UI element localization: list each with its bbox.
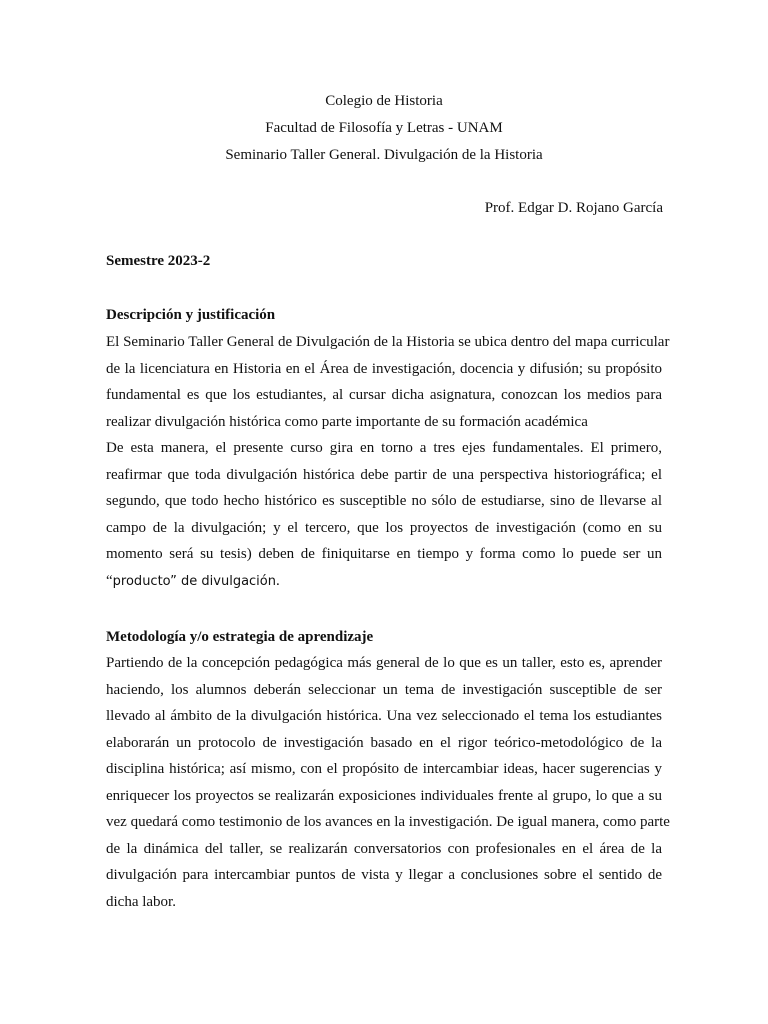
paragraph-line: realizar divulgación histórica como parte importante de su formación académica <box>106 413 588 430</box>
header-faculty: Facultad de Filosofía y Letras - UNAM <box>265 120 503 136</box>
paragraph-line: El Seminario Taller General de Divulgación de la Historia se ubica dentro del mapa curricular <box>106 334 670 350</box>
paragraph-line: campo de la divulgación; y el tercero, que los proyectos de investigación (como en su <box>106 519 662 536</box>
paragraph-line: elaborarán un protocolo de investigación basado en el rigor teórico-metodológico de la <box>106 734 662 751</box>
paragraph-line: reafirmar que toda divulgación histórica debe partir de una perspectiva historiográfica; el <box>106 466 662 483</box>
paragraph-description <box>106 329 670 594</box>
paragraph-line: enriquecer los proyectos se realizarán exposiciones individuales frente al grupo, lo que a su <box>106 787 662 804</box>
professor-name: Prof. Edgar D. Rojano García <box>484 200 663 216</box>
header-institution: Colegio de Historia <box>325 93 443 109</box>
paragraph-line: dicha labor. <box>106 893 176 910</box>
section-heading-methodology: Metodología y/o estrategia de aprendizaje <box>106 629 374 645</box>
paragraph-line: de la licenciatura en Historia en el Área de investigación, docencia y difusión; su propósito <box>106 360 662 377</box>
paragraph-line: fundamental es que los estudiantes, al cursar dicha asignatura, conozcan los medios para <box>106 387 662 403</box>
header-course-title: Seminario Taller General. Divulgación de la Historia <box>225 147 543 163</box>
paragraph-line: llevado al ámbito de la divulgación histórica. Una vez seleccionado el tema los estudiantes <box>106 708 662 724</box>
paragraph-line: haciendo, los alumnos deberán seleccionar un tema de investigación susceptible de ser <box>106 681 662 698</box>
paragraph-line: momento será su tesis) deben de finiquitarse en tiempo y forma como lo puede ser un <box>106 546 662 562</box>
paragraph-line: divulgación para intercambiar puntos de vista y llegar a conclusiones sobre el sentido de <box>106 867 662 883</box>
paragraph-line: de la dinámica del taller, se realizarán conversatorios con profesionales en el área de la <box>106 840 662 857</box>
paragraph-line-final <box>106 568 662 595</box>
paragraph-line: segundo, que todo hecho histórico es susceptible no sólo de estudiarse, sino de llevarse al <box>106 493 662 509</box>
paragraph-line: disciplina histórica; así mismo, con el propósito de intercambiar ideas, hacer sugerencias y <box>106 761 662 777</box>
paragraph-line: vez quedará como testimonio de los avances en la investigación. De igual manera, como parte <box>106 814 670 830</box>
semester-label: Semestre 2023-2 <box>106 253 211 269</box>
period: . <box>276 572 280 589</box>
paragraph-methodology <box>106 650 670 915</box>
section-heading-description: Descripción y justificación <box>106 307 276 323</box>
paragraph-line: Partiendo de la concepción pedagógica más general de lo que es un taller, esto es, aprender <box>106 655 662 671</box>
paragraph-line: De esta manera, el presente curso gira en torno a tres ejes fundamentales. El primero, <box>106 440 662 456</box>
open-quote: “ <box>106 572 113 589</box>
quoted-phrase: producto” de divulgación <box>112 573 276 589</box>
